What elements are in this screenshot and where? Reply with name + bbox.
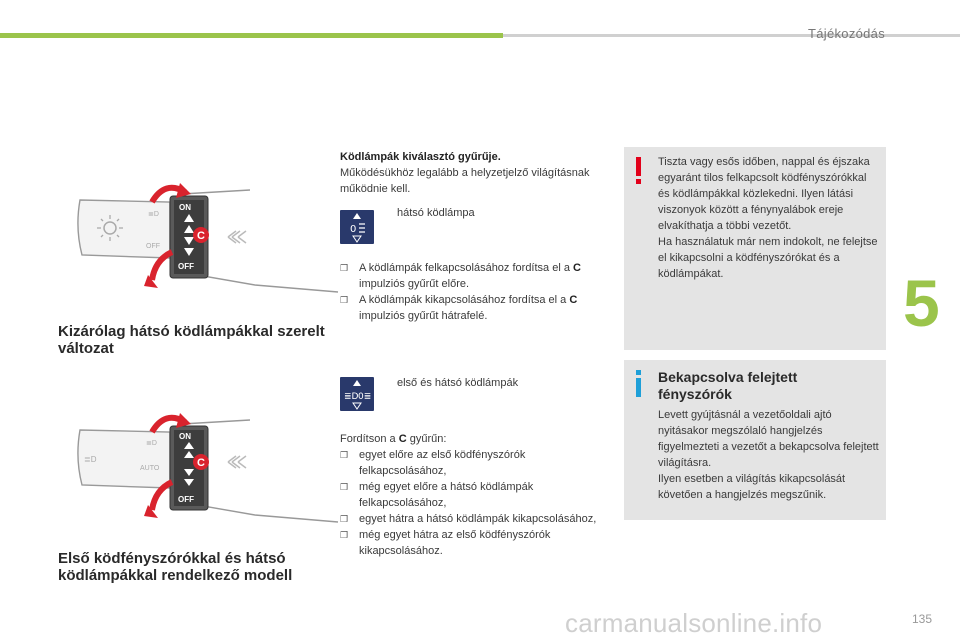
- bullet-item: ❒ egyet hátra a hátsó ködlámpák kikapcsolásához,: [340, 513, 597, 525]
- svg-text:0: 0: [350, 224, 357, 235]
- warning-box: [624, 147, 886, 350]
- warning-text-2: Ha használatuk már nem indokolt, ne felejtse el kikapcsolni a ködfényszórókat és a ködlámpákat.: [658, 236, 878, 280]
- svg-text:≣D: ≣D: [148, 211, 159, 218]
- svg-text:OFF: OFF: [178, 495, 194, 504]
- svg-text:C: C: [197, 230, 205, 242]
- info-title: Bekapcsolva felejtett fényszórók: [658, 369, 798, 402]
- bullet-item: ❒ egyet előre az első ködfényszórók felkapcsolásához,: [340, 449, 526, 477]
- info-box: [624, 360, 886, 520]
- svg-text:≣D: ≣D: [344, 392, 359, 402]
- bullet-list-a: [340, 260, 600, 324]
- ring-description: [340, 149, 600, 197]
- rear-fog-lamp-icon: [340, 210, 374, 244]
- svg-text:ON: ON: [179, 432, 191, 441]
- auto-label: AUTO: [140, 465, 160, 472]
- svg-text:≣D: ≣D: [84, 455, 97, 464]
- bullet-item: ❒ még egyet előre a hátsó ködlámpák felkapcsolásához,: [340, 481, 534, 509]
- chapter-number: 5: [903, 266, 940, 340]
- svg-text:C: C: [197, 457, 205, 469]
- bullet-marker-icon: ❒: [340, 263, 349, 273]
- off-label: OFF: [146, 243, 160, 250]
- stalk-diagram-rear-only: [70, 180, 340, 300]
- bullet-item: ❒ még egyet hátra az első ködfényszórók kikapcsolásához.: [340, 529, 551, 557]
- svg-text:ON: ON: [179, 203, 191, 212]
- info-text-2: Ilyen esetben a világítás kikapcsolását követően a hangjelzés megszűnik.: [658, 473, 846, 501]
- bullet-marker-icon: ❒: [340, 482, 349, 492]
- bullet-marker-icon: ❒: [340, 450, 349, 460]
- info-icon: [634, 370, 642, 400]
- rear-fog-lamp-label: hátsó ködlámpa: [397, 207, 475, 219]
- front-rear-fog-lamp-label: első és hátsó ködlámpák: [397, 377, 519, 389]
- watermark: carmanualsonline.info: [565, 608, 823, 638]
- bullet-marker-icon: ❒: [340, 295, 349, 305]
- section-title: Tájékozódás: [808, 26, 886, 41]
- ring-title: Ködlámpák kiválasztó gyűrűje.: [340, 151, 501, 163]
- stalk-illustration: [70, 180, 340, 300]
- variant-title-rear-only: Kizárólag hátsó ködlámpákkal szerelt változat: [58, 323, 325, 357]
- bullet-marker-icon: ❒: [340, 530, 349, 540]
- page-number: 135: [912, 612, 933, 626]
- bullet-marker-icon: ❒: [340, 514, 349, 524]
- info-text: Levett gyújtásnál a vezetőoldali ajtó nyitásakor megszólaló hangjelzés figyelmezteti a vezetőt a bekapcsolva felejtett világításra.: [658, 409, 879, 469]
- header-accent-bar: [0, 33, 503, 38]
- svg-text:0≣: 0≣: [358, 392, 372, 402]
- variant-title-front-rear: Első ködfényszórókkal és hátsó ködlámpákkal rendelkező modell: [58, 550, 293, 584]
- bullet-item: ❒ A ködlámpák kikapcsolásához fordítsa el a C impulziós gyűrűt hátrafelé.: [340, 294, 578, 322]
- header-divider: [503, 34, 960, 37]
- turn-instructions: [340, 431, 600, 559]
- stalk-diagram-front-rear: [70, 410, 340, 530]
- warning-text: Tiszta vagy esős időben, nappal és éjszaka egyaránt tilos felkapcsolt ködfényszórókkal és ködlámpákkal közlekedni. Ilyen látási viszonyok között a fénynyalábok ereje elvakíthatja a többi vezetőt.: [658, 156, 870, 232]
- svg-text:OFF: OFF: [178, 262, 194, 271]
- warning-icon: [634, 157, 642, 187]
- svg-text:≣D: ≣D: [146, 440, 157, 447]
- turn-intro: Fordítson a C gyűrűn:: [340, 433, 447, 445]
- bullet-item: ❒ A ködlámpák felkapcsolásához fordítsa el a C impulziós gyűrűt előre.: [340, 262, 581, 290]
- stalk-illustration: [70, 410, 340, 530]
- front-rear-fog-lamp-icon: [340, 377, 374, 411]
- ring-text: Működésükhöz legalább a helyzetjelző világításnak működnie kell.: [340, 167, 590, 195]
